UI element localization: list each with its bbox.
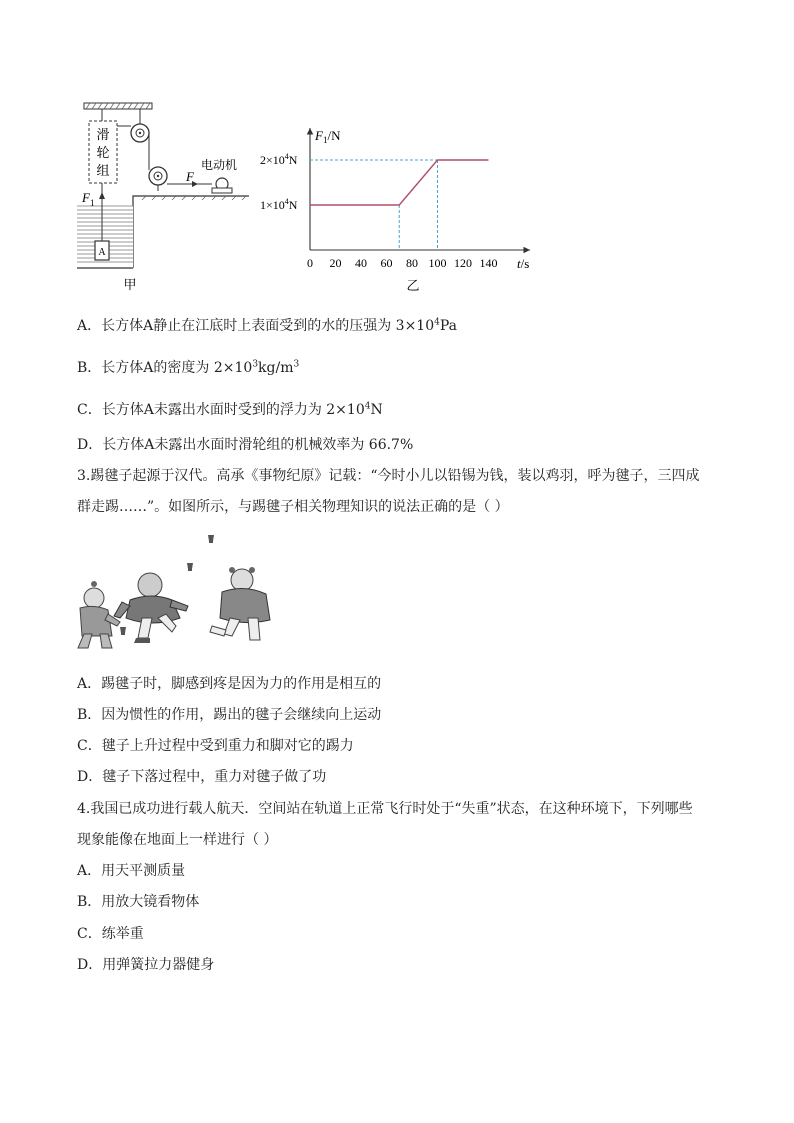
kid-figure-right xyxy=(210,567,270,640)
q2-option-c-label: C．长方体A未露出水面时受到的浮力为 2×10 xyxy=(77,402,365,418)
q3-option-b: B．因为惯性的作用，踢出的毽子会继续向上运动 xyxy=(77,707,382,723)
q2-option-b-sup2: 3 xyxy=(293,359,300,370)
force-f1-label: F xyxy=(82,190,90,205)
q4-stem-line1: 4.我国已成功进行载人航天．空间站在轨道上正常飞行时处于“失重”状态，在这种环境下，下列哪些 xyxy=(77,801,693,817)
q2-option-a-sup: 4 xyxy=(434,317,440,328)
q2-option-b-sup: 3 xyxy=(252,359,259,370)
q2-option-d xyxy=(77,435,413,455)
q4-stem-line2: 现象能像在地面上一样进行（ ） xyxy=(77,832,278,848)
shuttlecock-icon xyxy=(208,535,214,543)
q2-option-a-tail: Pa xyxy=(439,318,457,334)
y-axis-label: $F_1/N$ xyxy=(315,128,341,145)
kid-figure-middle xyxy=(114,573,188,643)
q2-option-a-label: A．长方体A静止在江底时上表面受到的水的压强为 3×10 xyxy=(77,318,435,334)
x-tick-label: 140 xyxy=(479,256,498,270)
x-tick-label: 60 xyxy=(380,256,393,270)
q4-option-c: C．练举重 xyxy=(77,926,144,942)
force-f1-arrow xyxy=(99,192,105,199)
series-line xyxy=(310,160,489,205)
y-tick-label: $1\times 10^4N$ xyxy=(260,197,298,212)
river-bank xyxy=(133,196,249,268)
shuttlecock-kids-illustration xyxy=(72,530,282,658)
figure-yi-chart xyxy=(255,122,545,294)
force-f1-sub: 1 xyxy=(90,198,95,208)
q4-option-d: D．用弹簧拉力器健身 xyxy=(77,957,215,973)
shuttlecock-icon xyxy=(187,563,193,571)
q3-option-c: C．毽子上升过程中受到重力和脚对它的踢力 xyxy=(77,738,354,754)
pulley-group-label-1: 滑 xyxy=(96,128,110,143)
figure-jia xyxy=(72,96,262,296)
pulley-group-label-2: 轮 xyxy=(96,146,110,161)
kid-figure-left xyxy=(78,581,120,648)
q3-option-a: A．踢毽子时，脚感到疼是因为力的作用是相互的 xyxy=(77,676,382,692)
q2-option-a xyxy=(77,316,457,336)
block-a-label: A xyxy=(98,247,106,258)
q3-stem-line1: 3.踢毽子起源于汉代。高承《事物纪原》记载：“今时小儿以铅锡为钱，装以鸡羽，呼为毽子，三四成 xyxy=(77,468,700,484)
q2-option-c-sup: 4 xyxy=(364,401,371,412)
q4-option-b: B．用放大镜看物体 xyxy=(77,894,200,910)
x-tick-label: 120 xyxy=(454,256,472,270)
q2-option-c-tail: N xyxy=(370,402,383,418)
pulley-group-label-3: 组 xyxy=(96,164,110,179)
q2-option-b xyxy=(77,358,299,378)
x-tick-label: 20 xyxy=(329,256,342,270)
figure-jia-caption: 甲 xyxy=(123,278,137,293)
q2-option-b-label: B．长方体A的密度为 2×10 xyxy=(77,360,253,376)
y-tick-label: $2\times 10^4N$ xyxy=(260,152,298,167)
figure-yi-caption: 乙 xyxy=(406,279,420,294)
q2-option-c xyxy=(77,400,383,420)
q3-option-d: D．毽子下落过程中，重力对毽子做了功 xyxy=(77,769,327,785)
x-axis-label: t/s xyxy=(517,256,530,271)
x-tick-label: 40 xyxy=(355,256,367,270)
q2-option-d-label: D．长方体A未露出水面时滑轮组的机械效率为 66.7% xyxy=(77,437,414,453)
x-tick-label: 0 xyxy=(307,256,313,270)
shuttlecock-icon xyxy=(120,627,126,635)
x-tick-label: 100 xyxy=(428,256,447,270)
q4-option-a: A．用天平测质量 xyxy=(77,863,186,879)
x-tick-label: 80 xyxy=(406,256,418,270)
force-f-label: F xyxy=(186,169,194,184)
q3-stem-line2: 群走踢……”。如图所示，与踢毽子相关物理知识的说法正确的是（ ） xyxy=(77,499,509,515)
motor-label: 电动机 xyxy=(201,158,238,172)
q2-option-b-tail: kg/m xyxy=(258,360,294,376)
